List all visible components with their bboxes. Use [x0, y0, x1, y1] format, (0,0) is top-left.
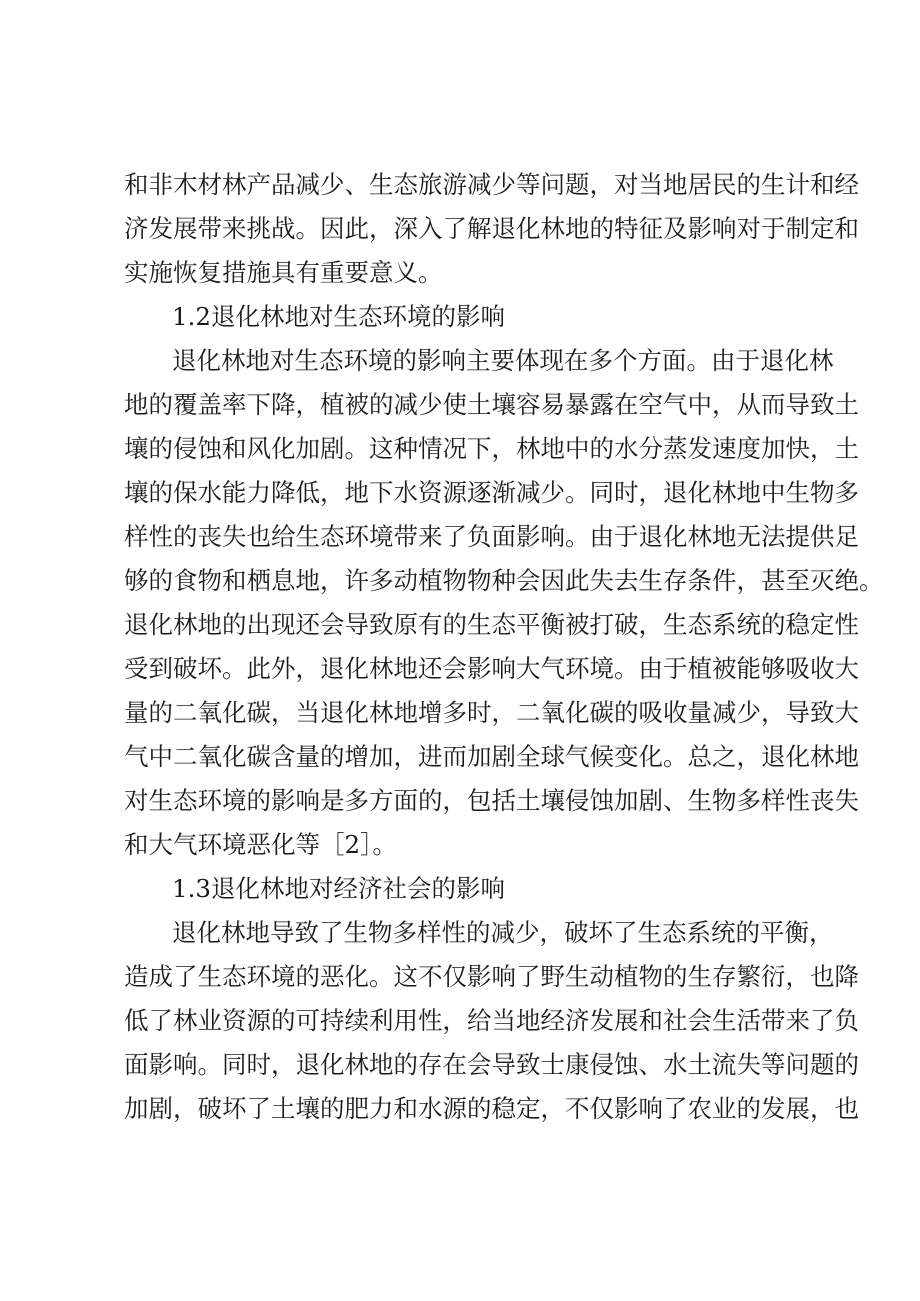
paragraph-line: 实施恢复措施具有重要意义。	[124, 258, 443, 287]
paragraph-line: 壤的保水能力降低，地下水资源逐渐减少。同时，退化林地中生物多	[124, 478, 859, 507]
paragraph-line: 气中二氧化碳含量的增加，进而加剧全球气候变化。总之，退化林地	[124, 742, 859, 771]
section-heading-1-2: 1.2退化林地对生态环境的影响	[172, 302, 505, 331]
paragraph-line: 壤的侵蚀和风化加剧。这种情况下，林地中的水分蒸发速度加快，土	[124, 434, 859, 463]
paragraph-line: 济发展带来挑战。因此，深入了解退化林地的特征及影响对于制定和	[124, 214, 859, 243]
paragraph-line: 面影响。同时，退化林地的存在会导致士康侵蚀、水土流失等问题的	[124, 1050, 859, 1079]
paragraph-line: 退化林地对生态环境的影响主要体现在多个方面。由于退化林	[172, 346, 834, 375]
section-heading-1-3: 1.3退化林地对经济社会的影响	[172, 874, 505, 903]
paragraph-line: 对生态环境的影响是多方面的，包括土壤侵蚀加剧、生物多样性丧失	[124, 786, 859, 815]
paragraph-line: 低了林业资源的可持续利用性，给当地经济发展和社会生活带来了负	[124, 1006, 859, 1035]
paragraph-line: 和大气环境恶化等［2］。	[124, 830, 397, 859]
paragraph-line: 和非木材林产品减少、生态旅游减少等问题，对当地居民的生计和经	[124, 170, 859, 199]
paragraph-line: 退化林地导致了生物多样性的减少，破坏了生态系统的平衡，	[172, 918, 834, 947]
paragraph-line: 够的食物和栖息地，许多动植物物种会因此失去生存条件，甚至灭绝。	[124, 566, 884, 595]
paragraph-line: 地的覆盖率下降，植被的减少使土壤容易暴露在空气中，从而导致土	[124, 390, 859, 419]
paragraph-line: 加剧，破坏了土壤的肥力和水源的稳定，不仅影响了农业的发展，也	[124, 1094, 859, 1123]
paragraph-line: 退化林地的出现还会导致原有的生态平衡被打破，生态系统的稳定性	[124, 610, 859, 639]
paragraph-line: 受到破坏。此外，退化林地还会影响大气环境。由于植被能够吸收大	[124, 654, 859, 683]
paragraph-line: 样性的丧失也给生态环境带来了负面影响。由于退化林地无法提供足	[124, 522, 859, 551]
paragraph-line: 造成了生态环境的恶化。这不仅影响了野生动植物的生存繁衍，也降	[124, 962, 859, 991]
paragraph-line: 量的二氧化碳，当退化林地增多时，二氧化碳的吸收量减少，导致大	[124, 698, 859, 727]
